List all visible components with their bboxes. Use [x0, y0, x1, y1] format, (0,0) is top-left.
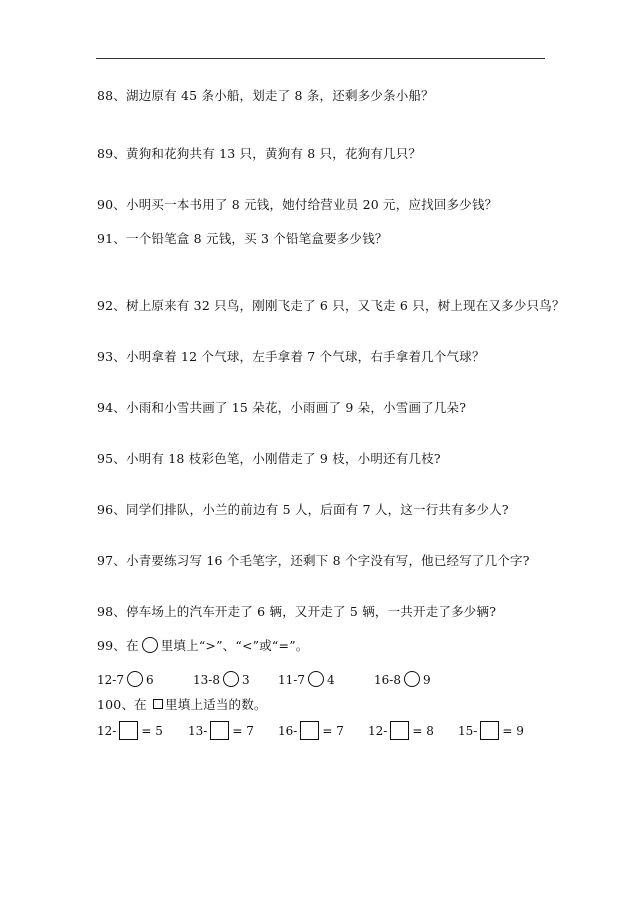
question-98: 98、停车场上的汽车开走了 6 辆，又开走了 5 辆，一共开走了多少辆?: [97, 604, 497, 619]
question-93: 93、小明拿着 12 个气球，左手拿着 7 个气球，右手拿着几个气球？: [97, 349, 485, 364]
question-94: 94、小雨和小雪共画了 15 朵花，小雨画了 9 朵，小雪画了几朵?: [97, 400, 467, 415]
answer-circle[interactable]: [308, 671, 324, 687]
box-symbol-icon: [153, 699, 163, 709]
question-97: 97、小青要练习写 16 个毛笔字，还剩下 8 个字没有写，他已经写了几个字?: [97, 553, 530, 568]
answer-circle[interactable]: [127, 671, 143, 687]
q99-item-right: 3: [241, 673, 250, 687]
q99-item-left: 13-8: [193, 673, 220, 687]
q100-item-4: [368, 721, 434, 740]
q99-exercises: [97, 671, 557, 689]
q100-exercises: [97, 721, 537, 741]
q100-item-1: [97, 721, 163, 740]
question-92: 92、树上原来有 32 只鸟，刚刚飞走了 6 只，又飞走 6 只，树上现在又多少只鸟？: [97, 298, 565, 313]
q100-item-right: = 7: [322, 724, 344, 738]
answer-box[interactable]: [119, 721, 138, 740]
q100-prefix: 100、在: [97, 697, 147, 712]
q100-item-left: 15-: [458, 724, 478, 738]
question-96: 96、同学们排队，小兰的前边有 5 人，后面有 7 人，这一行共有多少人?: [97, 502, 509, 517]
q99-item-left: 16-8: [374, 673, 401, 687]
q100-item-right: = 5: [141, 724, 163, 738]
q99-suffix: 里填上“>”、“<”或“=”。: [160, 638, 309, 653]
q100-item-right: = 7: [232, 724, 254, 738]
q100-item-left: 16-: [278, 724, 298, 738]
circle-symbol-icon: [142, 637, 158, 653]
q99-item-right: 4: [326, 673, 335, 687]
q99-item-left: 11-7: [278, 673, 305, 687]
q100-item-3: [278, 721, 344, 740]
answer-box[interactable]: [480, 721, 499, 740]
q100-item-left: 12-: [97, 724, 117, 738]
q99-prefix: 99、在: [97, 638, 139, 653]
answer-box[interactable]: [300, 721, 319, 740]
q99-item-right: 9: [422, 673, 431, 687]
q100-item-left: 13-: [188, 724, 208, 738]
q100-item-5: [458, 721, 524, 740]
q100-suffix: 里填上适当的数。: [165, 697, 267, 712]
q99-item-4: [374, 671, 431, 688]
question-100: [97, 697, 267, 713]
q99-item-2: [193, 671, 250, 688]
q99-item-left: 12-7: [97, 673, 124, 687]
question-90: 90、小明买一本书用了 8 元钱，她付给营业员 20 元，应找回多少钱？: [97, 197, 498, 212]
question-91: 91、一个铅笔盒 8 元钱，买 3 个铅笔盒要多少钱？: [97, 231, 388, 246]
answer-box[interactable]: [210, 721, 229, 740]
q100-item-right: = 9: [502, 724, 524, 738]
q100-item-2: [188, 721, 254, 740]
answer-circle[interactable]: [404, 671, 420, 687]
q100-item-right: = 8: [412, 724, 434, 738]
q99-item-right: 6: [145, 673, 154, 687]
q100-item-left: 12-: [368, 724, 388, 738]
q99-item-3: [278, 671, 335, 688]
question-89: 89、黄狗和花狗共有 13 只，黄狗有 8 只，花狗有几只？: [97, 146, 422, 161]
q99-item-1: [97, 671, 154, 688]
question-95: 95、小明有 18 枝彩色笔，小刚借走了 9 枝，小明还有几枝?: [97, 451, 441, 466]
header-rule: [96, 58, 545, 59]
answer-box[interactable]: [390, 721, 409, 740]
answer-circle[interactable]: [223, 671, 239, 687]
question-99: [97, 637, 308, 654]
question-88: 88、湖边原有 45 条小船，划走了 8 条，还剩多少条小船？: [97, 88, 434, 103]
